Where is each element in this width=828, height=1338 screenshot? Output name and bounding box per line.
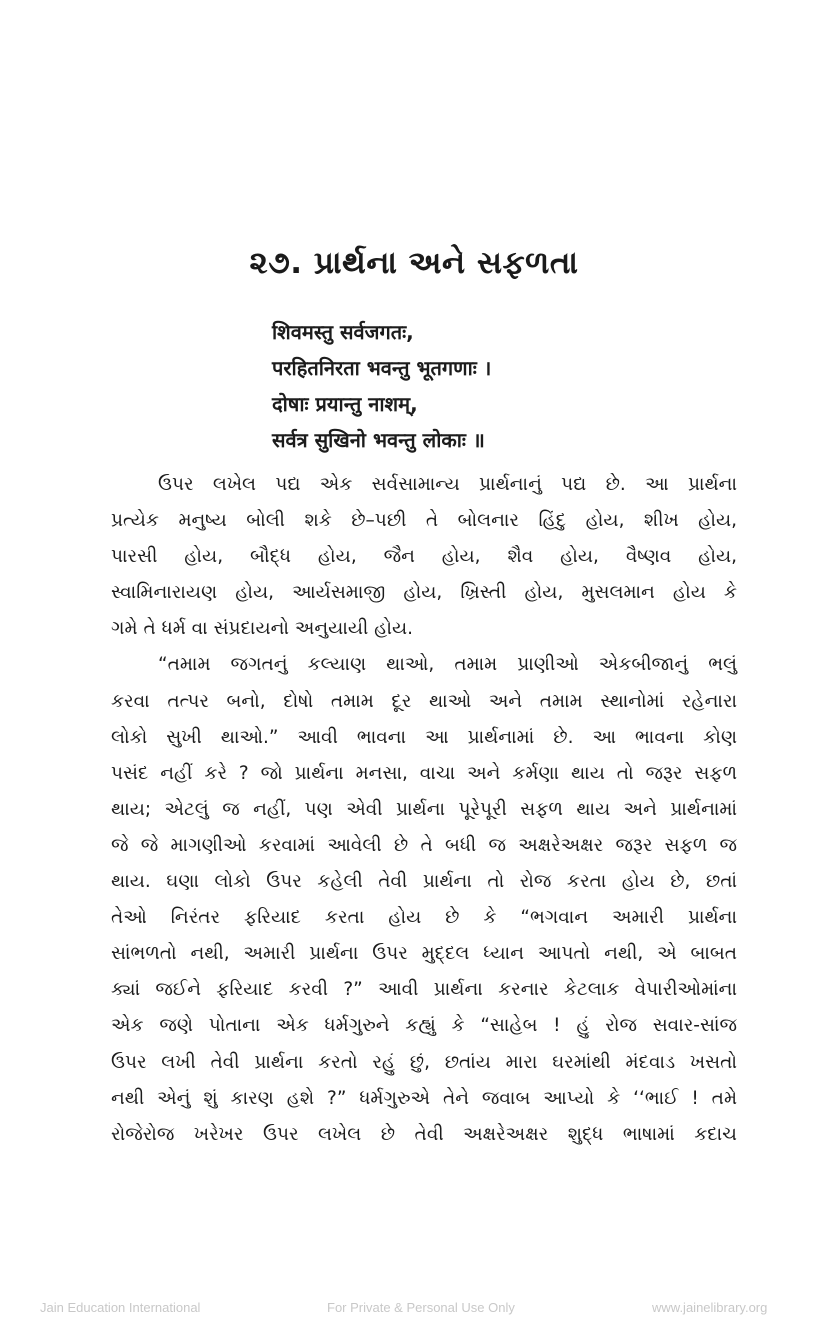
paragraph-line: લોકો સુખી થાઓ.” આવી ભાવના આ પ્રાર્થનામાં છે. આ ભાવના કોણ	[111, 726, 737, 748]
paragraph-line: “તમામ જગતનું કલ્યાણ થાઓ, તમામ પ્રાણીઓ એકબીજાનું ભલું	[158, 654, 737, 676]
verse-line: सर्वत्र सुखिनो भवन्तु लोकाः ॥	[272, 428, 485, 452]
paragraph-line: ગમે તે ધર્મ વા સંપ્રદાયનો અનુયાયી હોય.	[111, 618, 413, 640]
paragraph-line: રોજેરોજ ખરેખર ઉપર લખેલ છે તેવી અક્ષરેઅક્ષર શુદ્ધ ભાષામાં કદાચ	[111, 1123, 737, 1145]
verse-line: शिवमस्तु सर्वजगतः,	[272, 320, 414, 344]
paragraph-line: સાંભળતો નથી, અમારી પ્રાર્થના ઉપર મુદ્દલ ધ્યાન આપતો નથી, એ બાબત	[111, 943, 737, 965]
paragraph-line: ઉપર લખેલ પદ્ય એક સર્વસામાન્ય પ્રાર્થનાનું પદ્ય છે. આ પ્રાર્થના	[158, 474, 737, 495]
paragraph-line: સ્વામિનારાયણ હોય, આર્યસમાજી હોય, ખ્રિસ્તી હોય, મુસલમાન હોય કે	[111, 582, 737, 604]
paragraph-line: એક જણે પોતાના એક ધર્મગુરુને કહ્યું કે “સાહેબ ! હું રોજ સવાર-સાંજ	[111, 1015, 737, 1037]
chapter-title: ૨૭. પ્રાર્થના અને સફળતા	[249, 245, 579, 281]
paragraph-line: જે જે માગણીઓ કરવામાં આવેલી છે તે બધી જ અક્ષરેઅક્ષર જરૂર સફળ જ	[111, 834, 737, 856]
paragraph-line: થાય; એટલું જ નહીં, પણ એવી પ્રાર્થના પૂરેપૂરી સફળ થાય અને પ્રાર્થનામાં	[111, 798, 737, 820]
paragraph-line: પ્રત્યેક મનુષ્ય બોલી શકે છે–પછી તે બોલનાર હિંદુ હોય, શીખ હોય,	[111, 510, 737, 532]
paragraph-line: કરવા તત્પર બનો, દોષો તમામ દૂર થાઓ અને તમામ સ્થાનોમાં રહેનારા	[111, 690, 737, 712]
footer-website: www.jainelibrary.org	[652, 1300, 768, 1315]
paragraph-line: તેઓ નિરંતર ફરિયાદ કરતા હોય છે કે “ભગવાન અમારી પ્રાર્થના	[111, 907, 737, 929]
footer-publisher: Jain Education International	[40, 1300, 201, 1315]
paragraph-line: ઉપર લખી તેવી પ્રાર્થના કરતો રહું છું, છતાંય મારા ઘરમાંથી મંદવાડ ખસતો	[111, 1051, 737, 1073]
paragraph-line: ક્યાં જઈને ફરિયાદ કરવી ?” આવી પ્રાર્થના કરનાર કેટલાક વેપારીઓમાંના	[111, 979, 737, 1001]
verse-line: परहितनिरता भवन्तु भूतगणाः ।	[272, 356, 492, 380]
sanskrit-verse	[272, 314, 491, 458]
paragraph-line: થાય. ઘણા લોકો ઉપર કહેલી તેવી પ્રાર્થના તો રોજ કરતા હોય છે, છતાં	[111, 871, 737, 893]
paragraph-line: નથી એનું શું કારણ હશે ?” ધર્મગુરુએ તેને જવાબ આપ્યો કે ‘‘ભાઈ ! તમે	[111, 1087, 737, 1109]
paragraph-line: પારસી હોય, બૌદ્ધ હોય, જૈન હોય, શૈવ હોય, વૈષ્ણવ હોય,	[111, 546, 737, 568]
verse-line: दोषाः प्रयान्तु नाशम्,	[272, 392, 418, 416]
paragraph-line: પસંદ નહીં કરે ? જો પ્રાર્થના મનસા, વાચા અને કર્મણા થાય તો જરૂર સફળ	[111, 762, 737, 784]
page-footer	[0, 1296, 828, 1320]
footer-usage-note: For Private & Personal Use Only	[327, 1300, 515, 1315]
body-text	[111, 467, 737, 1153]
